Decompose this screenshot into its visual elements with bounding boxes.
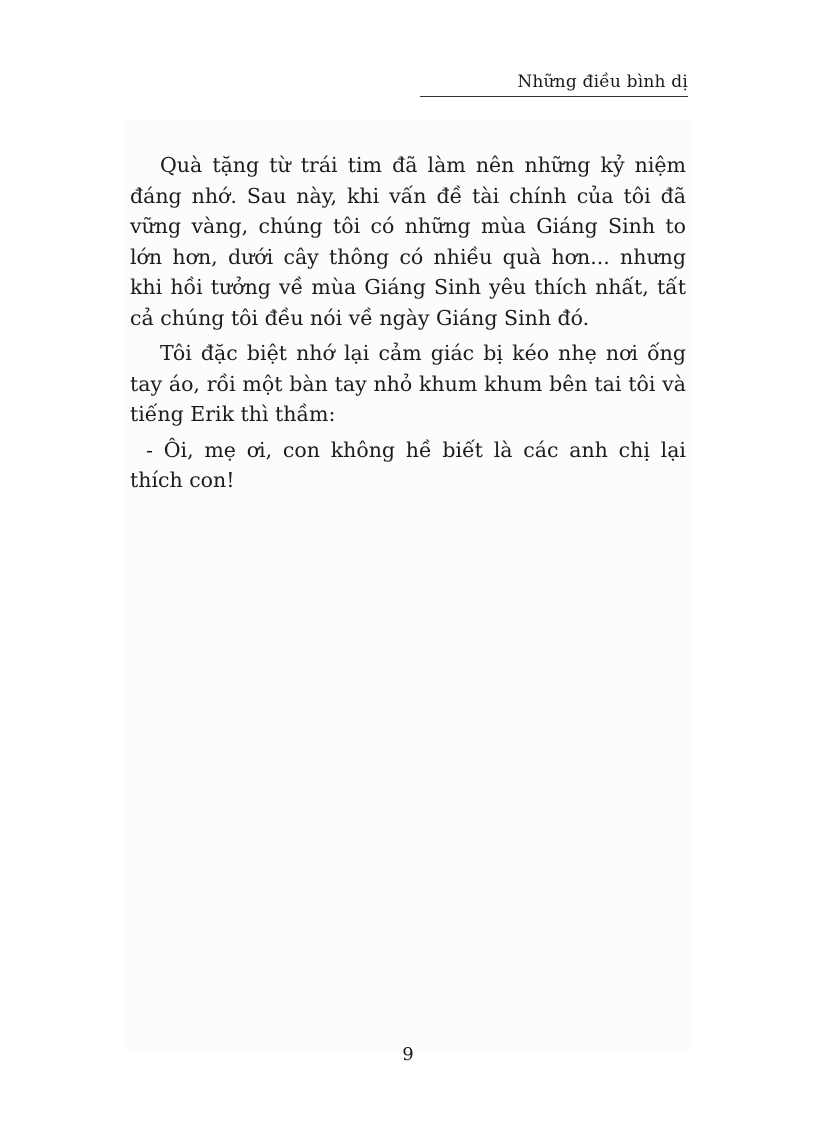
paragraph-2: Tôi đặc biệt nhớ lại cảm giác bị kéo nhẹ nơi ống tay áo, rồi một bàn tay nhỏ khum khum bên tai tôi và tiếng Erik thì thầm: bbox=[130, 341, 686, 426]
paragraph-1: Quà tặng từ trái tim đã làm nên những kỷ niệm đáng nhớ. Sau này, khi vấn đề tài chính của tôi đã vững vàng, chúng tôi có những mùa Giáng Sinh to lớn hơn, dưới cây thông có nhiều quà hơn... nhưng khi hồi tưởng về mùa Giáng Sinh yêu thích nhất, tất cả chúng tôi đều nói về ngày Giáng Sinh đó. bbox=[130, 153, 686, 330]
page-body bbox=[130, 150, 686, 501]
page-number: 9 bbox=[402, 1044, 414, 1065]
paragraph-3-dialogue: - Ôi, mẹ ơi, con không hề biết là các anh chị lại thích con! bbox=[130, 437, 686, 492]
running-header-title: Những điều bình dị bbox=[420, 72, 688, 97]
